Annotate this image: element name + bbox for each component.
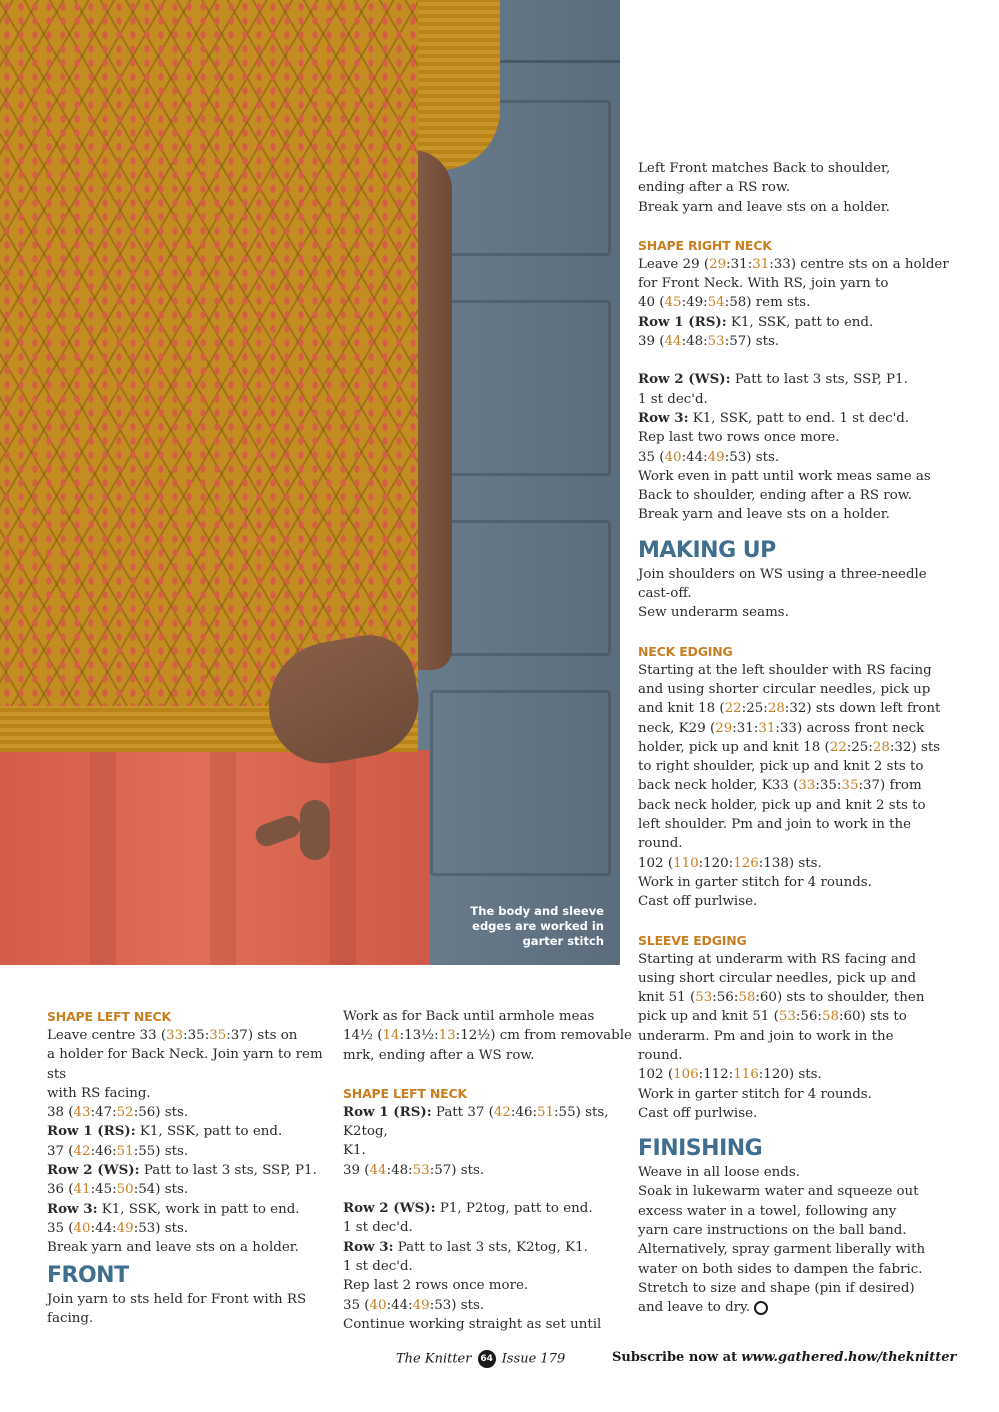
text-line: 39 (44:48:53:57) sts. xyxy=(343,1162,485,1178)
text-line: 102 (110:120:126:138) sts. xyxy=(638,855,822,871)
subscribe-label: Subscribe now at xyxy=(612,1350,738,1365)
text-line: and using shorter circular needles, pick up xyxy=(638,681,931,697)
text-line: round. xyxy=(638,836,683,852)
subscribe-url[interactable]: www.gathered.how/theknitter xyxy=(741,1350,957,1365)
text-line: using short circular needles, pick up and xyxy=(638,970,917,986)
text-line: 35 (40:44:49:53) sts. xyxy=(638,449,780,465)
text-line: Leave 29 (29:31:31:33) centre sts on a holder xyxy=(638,256,949,272)
section-heading-finishing: FINISHING xyxy=(638,1136,763,1162)
text-line: for Front Neck. With RS, join yarn to xyxy=(638,276,889,292)
text-line: neck, K29 (29:31:31:33) across front neck xyxy=(638,720,925,736)
text-line: Starting at underarm with RS facing and xyxy=(638,951,917,967)
row-label: Row 3: xyxy=(47,1200,98,1217)
hero-photo xyxy=(0,0,620,965)
text-line: back neck holder, K33 (33:35:35:37) from xyxy=(638,778,922,794)
photo-caption: The body and sleeve edges are worked in garter stitch xyxy=(470,904,604,948)
text-line: Leave centre 33 (33:35:35:37) sts on xyxy=(47,1028,298,1043)
text-line: 37 (42:46:51:55) sts. xyxy=(47,1143,189,1159)
text-line: knit 51 (53:56:58:60) sts to shoulder, then xyxy=(638,990,925,1006)
row-label: Row 1 (RS): xyxy=(343,1103,432,1120)
footer-right xyxy=(612,1350,956,1365)
end-mark-icon xyxy=(754,1301,768,1315)
row-instruction: Row 3: Patt to last 3 sts, K2tog, K1. xyxy=(343,1238,588,1255)
text-line: Cast off purlwise. xyxy=(638,1105,758,1121)
page-number: 64 xyxy=(478,1350,496,1368)
right-column xyxy=(638,159,983,1318)
text-line: excess water in a towel, following any xyxy=(638,1203,897,1219)
row-instruction: Row 3: K1, SSK, patt to end. 1 st dec'd. xyxy=(638,409,910,426)
text-line: Rep last 2 rows once more. xyxy=(343,1278,529,1294)
text-line: a holder for Back Neck. Join yarn to rem sts xyxy=(47,1047,323,1082)
text-line: Join shoulders on WS using a three-needle xyxy=(638,566,927,582)
text-line: Work even in patt until work meas same as xyxy=(638,468,931,484)
section-heading-shape-left-neck-back: SHAPE LEFT NECK xyxy=(47,1009,171,1024)
row-instruction: Row 1 (RS): K1, SSK, patt to end. xyxy=(638,313,874,330)
text-line: K1. xyxy=(343,1143,366,1159)
section-heading-neck-edging: NECK EDGING xyxy=(638,643,733,659)
text-line: and leave to dry. xyxy=(638,1298,983,1317)
section-heading-sleeve-edging: SLEEVE EDGING xyxy=(638,932,747,948)
text-line: mrk, ending after a WS row. xyxy=(343,1047,535,1063)
text-line: Break yarn and leave sts on a holder. xyxy=(638,199,890,215)
text-line: Continue working straight as set until xyxy=(343,1316,602,1332)
row-label: Row 1 (RS): xyxy=(638,313,727,330)
text-line: left shoulder. Pm and join to work in the xyxy=(638,817,912,833)
row-instruction: Row 1 (RS): Patt 37 (42:46:51:55) sts, K2tog, xyxy=(343,1103,609,1140)
row-instruction: Row 3: K1, SSK, work in patt to end. xyxy=(47,1200,300,1217)
text-line: yarn care instructions on the ball band. xyxy=(638,1223,907,1239)
text-line: Break yarn and leave sts on a holder. xyxy=(47,1240,299,1256)
text-line: Alternatively, spray garment liberally with xyxy=(638,1242,926,1258)
text-line: Back to shoulder, ending after a RS row. xyxy=(638,488,912,504)
text-line: Join yarn to sts held for Front with RS xyxy=(47,1291,307,1307)
text-line: Work in garter stitch for 4 rounds. xyxy=(638,874,872,890)
row-label: Row 2 (WS): xyxy=(47,1162,140,1179)
text-line: 1 st dec'd. xyxy=(343,1220,413,1236)
text-line: holder, pick up and knit 18 (22:25:28:32) sts xyxy=(638,739,941,755)
text-line: Work in garter stitch for 4 rounds. xyxy=(638,1086,872,1102)
row-label: Row 3: xyxy=(638,409,689,426)
text-line: Stretch to size and shape (pin if desired) xyxy=(638,1280,915,1296)
text-line: 14½ (14:13½:13:12½) cm from removable xyxy=(343,1028,632,1044)
text-line: water on both sides to dampen the fabric. xyxy=(638,1261,923,1277)
row-label: Row 1 (RS): xyxy=(47,1123,136,1140)
text-line: underarm. Pm and join to work in the xyxy=(638,1028,894,1044)
section-heading-shape-right-neck: SHAPE RIGHT NECK xyxy=(638,237,772,253)
row-instruction: Row 2 (WS): P1, P2tog, patt to end. xyxy=(343,1200,593,1217)
text-line: Starting at the left shoulder with RS facing xyxy=(638,662,932,678)
text-line: 1 st dec'd. xyxy=(343,1258,413,1274)
text-line: Left Front matches Back to shoulder, xyxy=(638,161,891,176)
middle-column xyxy=(343,1007,633,1334)
text-line: facing. xyxy=(47,1310,94,1326)
text-line: Break yarn and leave sts on a holder. xyxy=(638,507,890,523)
row-label: Row 2 (WS): xyxy=(638,371,731,388)
text-line: 39 (44:48:53:57) sts. xyxy=(638,334,780,350)
text-line: ending after a RS row. xyxy=(638,180,791,196)
text-line: 1 st dec'd. xyxy=(638,391,708,407)
skirt xyxy=(0,750,430,965)
text-line: Soak in lukewarm water and squeeze out xyxy=(638,1184,919,1200)
text-line: 35 (40:44:49:53) sts. xyxy=(47,1220,189,1236)
text-line: to right shoulder, pick up and knit 2 sts to xyxy=(638,759,924,775)
text-line: round. xyxy=(638,1047,683,1063)
section-heading-front: FRONT xyxy=(47,1262,129,1288)
row-instruction: Row 1 (RS): K1, SSK, patt to end. xyxy=(47,1123,283,1140)
text-line: Work as for Back until armhole meas xyxy=(343,1009,595,1024)
left-column xyxy=(47,1007,337,1328)
issue-number: Issue 179 xyxy=(501,1351,566,1367)
text-line: cast-off. xyxy=(638,586,692,602)
row-instruction: Row 2 (WS): Patt to last 3 sts, SSP, P1. xyxy=(47,1162,317,1179)
text-line: Weave in all loose ends. xyxy=(638,1165,801,1181)
section-heading-making-up: MAKING UP xyxy=(638,537,776,563)
text-line: 38 (43:47:52:56) sts. xyxy=(47,1105,189,1121)
text-line: Rep last two rows once more. xyxy=(638,430,840,446)
text-line: Cast off purlwise. xyxy=(638,894,758,910)
text-line: 102 (106:112:116:120) sts. xyxy=(638,1067,822,1083)
text-line: back neck holder, pick up and knit 2 sts to xyxy=(638,797,926,813)
text-line: 40 (45:49:54:58) rem sts. xyxy=(638,295,811,311)
row-label: Row 3: xyxy=(343,1238,394,1255)
section-heading-shape-left-neck-front: SHAPE LEFT NECK xyxy=(343,1085,467,1101)
row-label: Row 2 (WS): xyxy=(343,1200,436,1217)
text-line: and knit 18 (22:25:28:32) sts down left front xyxy=(638,701,941,717)
text-line: with RS facing. xyxy=(47,1085,151,1101)
text-line: Sew underarm seams. xyxy=(638,605,789,621)
text-line: 35 (40:44:49:53) sts. xyxy=(343,1297,485,1313)
footer-left xyxy=(396,1350,565,1368)
text-line: 36 (41:45:50:54) sts. xyxy=(47,1182,189,1198)
magazine-name: The Knitter xyxy=(396,1351,472,1367)
row-instruction: Row 2 (WS): Patt to last 3 sts, SSP, P1. xyxy=(638,371,908,388)
text-line: pick up and knit 51 (53:56:58:60) sts to xyxy=(638,1009,907,1025)
